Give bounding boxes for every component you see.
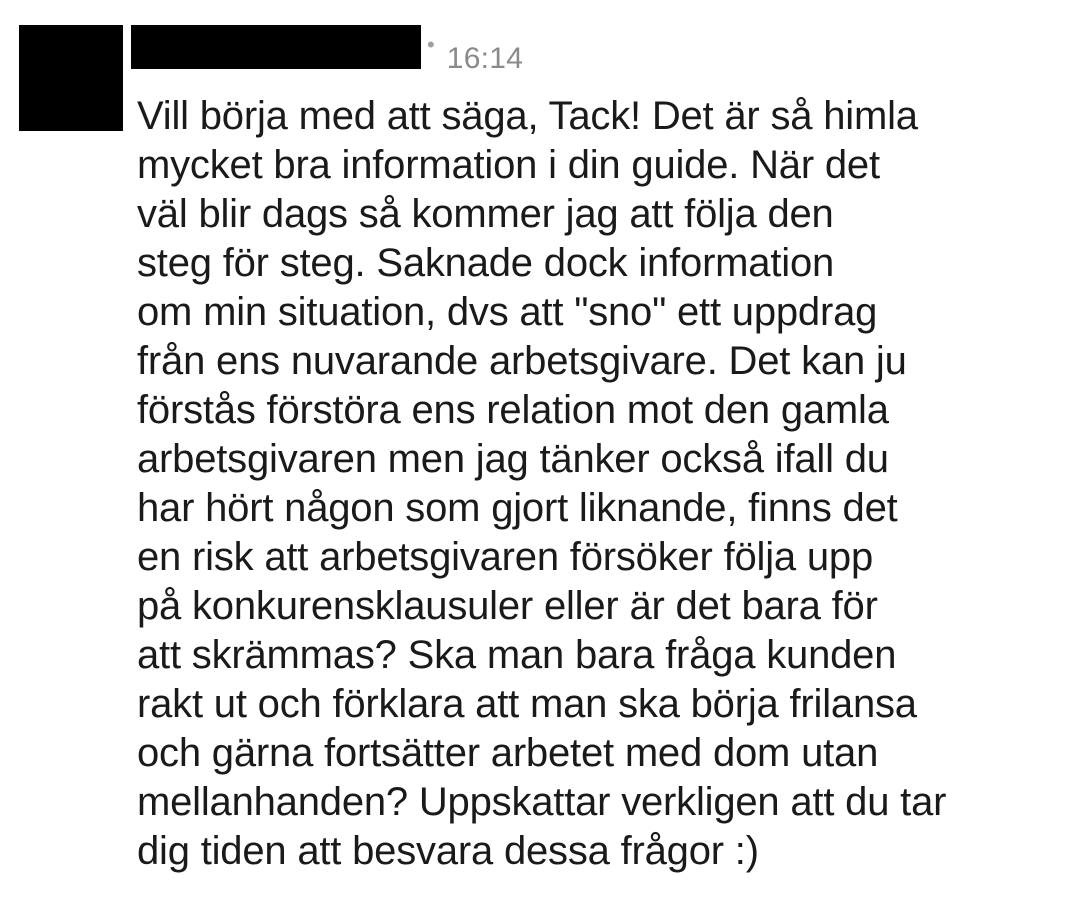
message-header — [131, 25, 524, 75]
separator-dot: • — [427, 32, 435, 57]
message-timestamp: 16:14 — [446, 42, 524, 75]
avatar-redacted[interactable] — [19, 25, 123, 131]
username-redacted[interactable] — [131, 25, 421, 69]
message-body: Vill börja med att säga, Tack! Det är så himla mycket bra information i din guide. När det väl blir dags så kommer jag att följa den steg för steg. Saknade dock information om min situation, dvs att "sno" ett uppdrag från ens nuvarande arbetsgivare. Det kan ju förstås förstöra ens relation mot den gamla arbetsgivaren men jag tänker också ifall du har hört någon som gjort liknande, finns det en risk att arbetsgivaren försöker följa upp på konkurensklausuler eller är det bara för att skrämmas? Ska man bara fråga kunden rakt ut och förklara att man ska börja frilansa och gärna fortsätter arbetet med dom utan mellanhanden? Uppskattar verkligen att du tar dig tiden att besvara dessa frågor :) — [137, 94, 947, 873]
